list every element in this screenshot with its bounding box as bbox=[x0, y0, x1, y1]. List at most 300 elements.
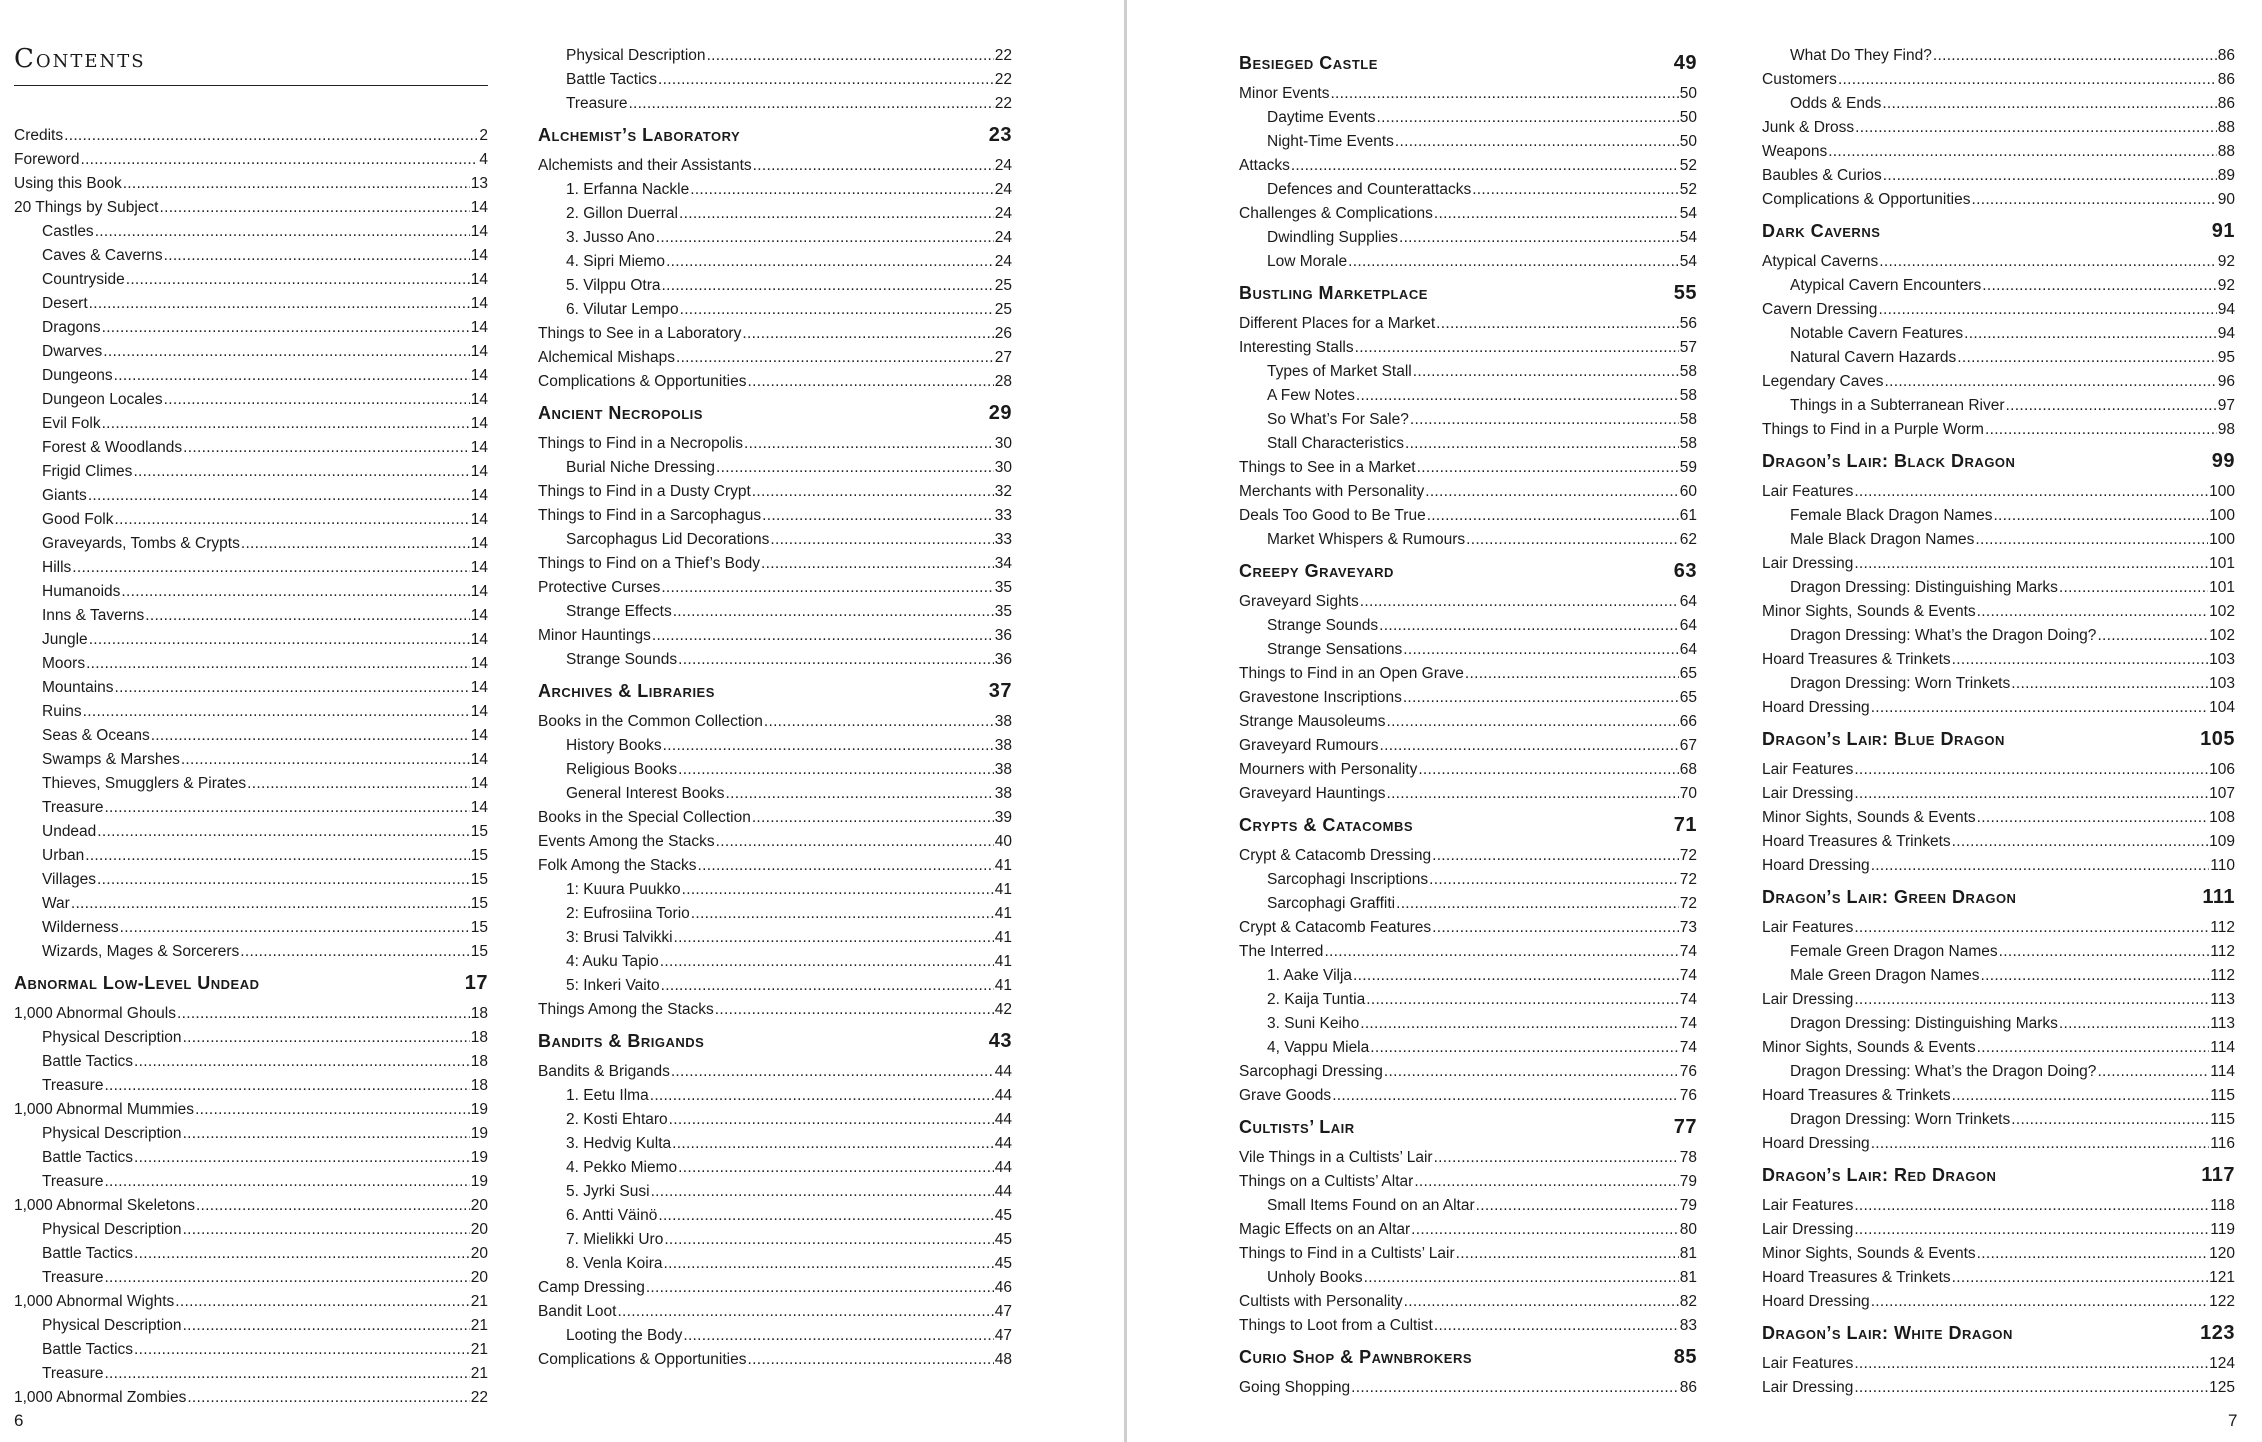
toc-page-number: 97 bbox=[2217, 397, 2235, 414]
toc-entry[interactable] bbox=[1762, 1376, 2235, 1400]
toc-entry[interactable] bbox=[1762, 140, 2235, 164]
toc-subentry[interactable] bbox=[1239, 1012, 1697, 1036]
toc-entry-label: Caves & Caverns bbox=[42, 247, 163, 264]
toc-section-heading[interactable] bbox=[14, 964, 488, 1002]
toc-entry[interactable] bbox=[14, 1290, 488, 1314]
toc-subentry[interactable] bbox=[1762, 576, 2235, 600]
toc-entry[interactable] bbox=[1239, 504, 1697, 528]
toc-section-heading[interactable] bbox=[1239, 1338, 1697, 1376]
toc-entry-label: Hoard Treasures & Trinkets bbox=[1762, 833, 1951, 850]
toc-entry[interactable] bbox=[1762, 988, 2235, 1012]
toc-entry[interactable] bbox=[1239, 312, 1697, 336]
dot-leader bbox=[671, 1060, 994, 1084]
toc-entry[interactable] bbox=[1239, 940, 1697, 964]
toc-entry[interactable] bbox=[1239, 82, 1697, 106]
toc-subentry[interactable] bbox=[538, 758, 1012, 782]
toc-page-number: 80 bbox=[1679, 1221, 1697, 1238]
dot-leader bbox=[676, 346, 994, 370]
toc-entry[interactable] bbox=[538, 504, 1012, 528]
dot-leader bbox=[661, 576, 993, 600]
toc-subentry[interactable] bbox=[14, 1218, 488, 1242]
toc-subentry[interactable] bbox=[14, 244, 488, 268]
toc-subentry[interactable] bbox=[538, 950, 1012, 974]
toc-subentry[interactable] bbox=[14, 772, 488, 796]
toc-entry[interactable] bbox=[1239, 662, 1697, 686]
dot-leader bbox=[1977, 806, 2208, 830]
toc-entry[interactable] bbox=[1239, 456, 1697, 480]
toc-entry[interactable] bbox=[1762, 782, 2235, 806]
toc-entry[interactable] bbox=[1239, 590, 1697, 614]
toc-entry[interactable] bbox=[14, 172, 488, 196]
toc-entry[interactable] bbox=[1239, 1314, 1697, 1338]
toc-subentry[interactable] bbox=[538, 1180, 1012, 1204]
toc-entry[interactable] bbox=[1239, 844, 1697, 868]
toc-entry[interactable] bbox=[14, 1098, 488, 1122]
toc-subentry[interactable] bbox=[14, 844, 488, 868]
toc-subentry[interactable] bbox=[538, 878, 1012, 902]
toc-subentry[interactable] bbox=[1762, 346, 2235, 370]
toc-entry[interactable] bbox=[538, 322, 1012, 346]
toc-entry[interactable] bbox=[1239, 782, 1697, 806]
toc-entry[interactable] bbox=[1762, 648, 2235, 672]
toc-entry-label: Dragon Dressing: Worn Trinkets bbox=[1790, 675, 2011, 692]
dot-leader bbox=[1348, 250, 1679, 274]
toc-subentry[interactable] bbox=[538, 178, 1012, 202]
toc-subentry[interactable] bbox=[538, 44, 1012, 68]
toc-subentry[interactable] bbox=[1239, 1266, 1697, 1290]
toc-subentry[interactable] bbox=[1239, 614, 1697, 638]
toc-entry[interactable] bbox=[538, 1060, 1012, 1084]
toc-entry-label: Hoard Treasures & Trinkets bbox=[1762, 1269, 1951, 1286]
toc-entry[interactable] bbox=[14, 1194, 488, 1218]
toc-entry[interactable] bbox=[1762, 1242, 2235, 1266]
toc-subentry[interactable] bbox=[1239, 892, 1697, 916]
toc-subentry[interactable] bbox=[538, 226, 1012, 250]
toc-page-number: 71 bbox=[1673, 813, 1697, 836]
toc-entry[interactable] bbox=[1239, 1242, 1697, 1266]
toc-page-number: 99 bbox=[2211, 449, 2235, 472]
toc-entry[interactable] bbox=[1239, 734, 1697, 758]
toc-entry[interactable] bbox=[538, 830, 1012, 854]
toc-entry[interactable] bbox=[1762, 116, 2235, 140]
toc-subentry[interactable] bbox=[538, 202, 1012, 226]
toc-entry[interactable] bbox=[538, 1348, 1012, 1372]
toc-subentry[interactable] bbox=[1239, 964, 1697, 988]
toc-subentry[interactable] bbox=[1762, 1060, 2235, 1084]
toc-page-number: 33 bbox=[994, 531, 1012, 548]
toc-entry[interactable] bbox=[1762, 1352, 2235, 1376]
toc-entry[interactable] bbox=[1762, 916, 2235, 940]
dot-leader bbox=[679, 202, 994, 226]
dot-leader bbox=[678, 1156, 994, 1180]
toc-subentry[interactable] bbox=[14, 508, 488, 532]
toc-subentry[interactable] bbox=[538, 528, 1012, 552]
toc-page-number: 70 bbox=[1679, 785, 1697, 802]
toc-entry-label: Types of Market Stall bbox=[1267, 363, 1412, 380]
dot-leader bbox=[83, 700, 470, 724]
toc-entry[interactable] bbox=[1762, 1194, 2235, 1218]
toc-subentry[interactable] bbox=[1239, 226, 1697, 250]
toc-page-number: 32 bbox=[994, 483, 1012, 500]
toc-page-number: 36 bbox=[994, 651, 1012, 668]
toc-subentry[interactable] bbox=[538, 1324, 1012, 1348]
toc-entry[interactable] bbox=[1239, 710, 1697, 734]
toc-page-number: 25 bbox=[994, 301, 1012, 318]
dot-leader bbox=[674, 926, 994, 950]
toc-subentry[interactable] bbox=[14, 220, 488, 244]
toc-subentry[interactable] bbox=[538, 68, 1012, 92]
toc-entry[interactable] bbox=[1762, 1084, 2235, 1108]
toc-subentry[interactable] bbox=[538, 926, 1012, 950]
toc-subentry[interactable] bbox=[1762, 1012, 2235, 1036]
toc-entry-label: Going Shopping bbox=[1239, 1379, 1351, 1396]
toc-entry[interactable] bbox=[1762, 1036, 2235, 1060]
toc-page-number: 15 bbox=[470, 943, 488, 960]
toc-entry-label: Battle Tactics bbox=[42, 1053, 134, 1070]
toc-section-heading[interactable] bbox=[538, 394, 1012, 432]
toc-page-number: 102 bbox=[2209, 627, 2235, 644]
toc-entry[interactable] bbox=[1762, 188, 2235, 212]
toc-section-heading[interactable] bbox=[1239, 552, 1697, 590]
toc-entry[interactable] bbox=[538, 1300, 1012, 1324]
toc-entry[interactable] bbox=[1762, 1290, 2235, 1314]
toc-entry-label: Dragon Dressing: What’s the Dragon Doing? bbox=[1790, 627, 2097, 644]
toc-page-number: 78 bbox=[1679, 1149, 1697, 1166]
toc-subentry[interactable] bbox=[538, 600, 1012, 624]
toc-entry-label: 1. Eetu Ilma bbox=[566, 1087, 649, 1104]
toc-subentry[interactable] bbox=[14, 1050, 488, 1074]
toc-subentry[interactable] bbox=[14, 364, 488, 388]
toc-subentry[interactable] bbox=[14, 436, 488, 460]
toc-entry[interactable] bbox=[538, 710, 1012, 734]
toc-entry[interactable] bbox=[1762, 298, 2235, 322]
toc-subentry[interactable] bbox=[14, 820, 488, 844]
toc-entry-label: Alchemist’s Laboratory bbox=[538, 124, 741, 145]
toc-subentry[interactable] bbox=[14, 268, 488, 292]
toc-page-number: 52 bbox=[1679, 181, 1697, 198]
toc-subentry[interactable] bbox=[14, 556, 488, 580]
toc-section-heading[interactable] bbox=[538, 116, 1012, 154]
toc-subentry[interactable] bbox=[14, 1074, 488, 1098]
toc-subentry[interactable] bbox=[14, 940, 488, 964]
toc-entry[interactable] bbox=[1239, 202, 1697, 226]
dot-leader bbox=[1854, 916, 2209, 940]
toc-subentry[interactable] bbox=[14, 532, 488, 556]
toc-entry[interactable] bbox=[1239, 758, 1697, 782]
toc-entry[interactable] bbox=[14, 148, 488, 172]
toc-subentry[interactable] bbox=[1239, 988, 1697, 1012]
toc-entry-label: Things to Find in a Cultists’ Lair bbox=[1239, 1245, 1455, 1262]
toc-entry[interactable] bbox=[14, 196, 488, 220]
toc-entry[interactable] bbox=[538, 998, 1012, 1022]
toc-entry[interactable] bbox=[1239, 686, 1697, 710]
toc-section-heading[interactable] bbox=[1762, 1314, 2235, 1352]
toc-subentry[interactable] bbox=[538, 1252, 1012, 1276]
toc-subentry[interactable] bbox=[14, 388, 488, 412]
dot-leader bbox=[89, 628, 470, 652]
toc-entry[interactable] bbox=[1239, 154, 1697, 178]
toc-entry[interactable] bbox=[538, 552, 1012, 576]
toc-subentry[interactable] bbox=[14, 652, 488, 676]
toc-section-heading[interactable] bbox=[1762, 442, 2235, 480]
toc-page-number: 44 bbox=[994, 1159, 1012, 1176]
toc-page-number: 72 bbox=[1679, 871, 1697, 888]
toc-subentry[interactable] bbox=[1762, 1108, 2235, 1132]
toc-subentry[interactable] bbox=[538, 734, 1012, 758]
dot-leader bbox=[134, 1242, 470, 1266]
toc-subentry[interactable] bbox=[14, 292, 488, 316]
toc-subentry[interactable] bbox=[14, 916, 488, 940]
toc-entry[interactable] bbox=[538, 576, 1012, 600]
toc-page-number: 15 bbox=[470, 919, 488, 936]
toc-page-number: 14 bbox=[470, 487, 488, 504]
dot-leader bbox=[1356, 384, 1679, 408]
toc-entry-label: History Books bbox=[566, 737, 662, 754]
toc-subentry[interactable] bbox=[1239, 1036, 1697, 1060]
toc-entry-label: Alchemical Mishaps bbox=[538, 349, 675, 366]
toc-page-number: 107 bbox=[2209, 785, 2235, 802]
toc-subentry[interactable] bbox=[14, 412, 488, 436]
dot-leader bbox=[114, 364, 470, 388]
toc-page-number: 88 bbox=[2217, 119, 2235, 136]
toc-entry[interactable] bbox=[1762, 1266, 2235, 1290]
toc-subentry[interactable] bbox=[1239, 384, 1697, 408]
toc-subentry[interactable] bbox=[1762, 624, 2235, 648]
toc-entry[interactable] bbox=[1239, 1376, 1697, 1400]
toc-entry-label: 2. Kosti Ehtaro bbox=[566, 1111, 668, 1128]
toc-entry[interactable] bbox=[538, 806, 1012, 830]
dot-leader bbox=[1403, 686, 1679, 710]
toc-subentry[interactable] bbox=[14, 316, 488, 340]
toc-entry[interactable] bbox=[1762, 854, 2235, 878]
toc-entry[interactable] bbox=[1762, 1132, 2235, 1156]
toc-entry[interactable] bbox=[538, 432, 1012, 456]
toc-subentry[interactable] bbox=[1239, 360, 1697, 384]
toc-page-number: 76 bbox=[1679, 1087, 1697, 1104]
toc-subentry[interactable] bbox=[538, 648, 1012, 672]
toc-entry[interactable] bbox=[14, 124, 488, 148]
toc-page-number: 85 bbox=[1673, 1345, 1697, 1368]
toc-entry[interactable] bbox=[1239, 1290, 1697, 1314]
toc-page-number: 65 bbox=[1679, 689, 1697, 706]
toc-subentry[interactable] bbox=[14, 340, 488, 364]
toc-entry[interactable] bbox=[538, 854, 1012, 878]
toc-subentry[interactable] bbox=[14, 1170, 488, 1194]
toc-entry[interactable] bbox=[1762, 806, 2235, 830]
toc-entry[interactable] bbox=[1762, 1218, 2235, 1242]
toc-entry-label: Mourners with Personality bbox=[1239, 761, 1418, 778]
toc-page-number: 18 bbox=[470, 1053, 488, 1070]
toc-subentry[interactable] bbox=[1762, 964, 2235, 988]
book-spine bbox=[1124, 0, 1127, 1442]
toc-subentry[interactable] bbox=[538, 1156, 1012, 1180]
toc-entry-label: Things on a Cultists’ Altar bbox=[1239, 1173, 1414, 1190]
toc-subentry[interactable] bbox=[14, 892, 488, 916]
toc-page-number: 19 bbox=[470, 1125, 488, 1142]
toc-entry[interactable] bbox=[1762, 696, 2235, 720]
toc-subentry[interactable] bbox=[1239, 638, 1697, 662]
toc-subentry[interactable] bbox=[1762, 322, 2235, 346]
toc-entry[interactable] bbox=[1239, 1170, 1697, 1194]
toc-subentry[interactable] bbox=[14, 1338, 488, 1362]
toc-subentry[interactable] bbox=[1762, 394, 2235, 418]
toc-entry[interactable] bbox=[14, 1002, 488, 1026]
toc-subentry[interactable] bbox=[14, 676, 488, 700]
toc-entry[interactable] bbox=[538, 154, 1012, 178]
toc-page-number: 14 bbox=[470, 223, 488, 240]
toc-entry[interactable] bbox=[1239, 1146, 1697, 1170]
toc-section-heading[interactable] bbox=[1239, 806, 1697, 844]
toc-subentry[interactable] bbox=[14, 700, 488, 724]
toc-page-number: 21 bbox=[470, 1341, 488, 1358]
toc-subentry[interactable] bbox=[1239, 250, 1697, 274]
toc-entry[interactable] bbox=[538, 624, 1012, 648]
toc-entry-label: Graveyard Hauntings bbox=[1239, 785, 1386, 802]
toc-subentry[interactable] bbox=[538, 1084, 1012, 1108]
toc-subentry[interactable] bbox=[538, 1204, 1012, 1228]
toc-subentry[interactable] bbox=[14, 1122, 488, 1146]
toc-subentry[interactable] bbox=[14, 1146, 488, 1170]
toc-subentry[interactable] bbox=[14, 580, 488, 604]
toc-entry[interactable] bbox=[538, 370, 1012, 394]
toc-subentry[interactable] bbox=[14, 1242, 488, 1266]
toc-subentry[interactable] bbox=[538, 1132, 1012, 1156]
toc-subentry[interactable] bbox=[14, 724, 488, 748]
dot-leader bbox=[145, 604, 470, 628]
dot-leader bbox=[1838, 68, 2217, 92]
toc-entry-label: Hoard Dressing bbox=[1762, 699, 1870, 716]
toc-entry[interactable] bbox=[1239, 1060, 1697, 1084]
dot-leader bbox=[1883, 164, 2217, 188]
toc-section-heading[interactable] bbox=[1239, 274, 1697, 312]
toc-entry[interactable] bbox=[1762, 480, 2235, 504]
toc-entry[interactable] bbox=[1762, 418, 2235, 442]
toc-entry[interactable] bbox=[1762, 164, 2235, 188]
toc-entry-label: Frigid Climes bbox=[42, 463, 133, 480]
toc-subentry[interactable] bbox=[1762, 44, 2235, 68]
toc-subentry[interactable] bbox=[14, 604, 488, 628]
toc-entry[interactable] bbox=[1239, 1218, 1697, 1242]
toc-subentry[interactable] bbox=[1239, 106, 1697, 130]
toc-entry-label: Dwarves bbox=[42, 343, 103, 360]
toc-entry[interactable] bbox=[1762, 600, 2235, 624]
toc-page-number: 49 bbox=[1673, 51, 1697, 74]
dot-leader bbox=[1854, 988, 2209, 1012]
toc-entry[interactable] bbox=[1762, 830, 2235, 854]
toc-page-number: 22 bbox=[470, 1389, 488, 1406]
toc-subentry[interactable] bbox=[538, 274, 1012, 298]
toc-entry[interactable] bbox=[1762, 552, 2235, 576]
toc-entry-label: 4: Auku Tapio bbox=[566, 953, 659, 970]
toc-entry[interactable] bbox=[1762, 758, 2235, 782]
toc-entry[interactable] bbox=[1762, 250, 2235, 274]
toc-entry-label: Things to Find in a Dusty Crypt bbox=[538, 483, 751, 500]
toc-subentry[interactable] bbox=[538, 1108, 1012, 1132]
toc-subentry[interactable] bbox=[14, 1362, 488, 1386]
toc-subentry[interactable] bbox=[1762, 672, 2235, 696]
toc-page-number: 24 bbox=[994, 205, 1012, 222]
dot-leader bbox=[669, 1108, 994, 1132]
toc-entry-label: Swamps & Marshes bbox=[42, 751, 180, 768]
dot-leader bbox=[1353, 964, 1679, 988]
toc-entry[interactable] bbox=[1239, 480, 1697, 504]
toc-subentry[interactable] bbox=[14, 796, 488, 820]
toc-subentry[interactable] bbox=[1762, 504, 2235, 528]
toc-section-heading[interactable] bbox=[1762, 1156, 2235, 1194]
toc-subentry[interactable] bbox=[1762, 92, 2235, 116]
toc-subentry[interactable] bbox=[14, 868, 488, 892]
toc-subentry[interactable] bbox=[538, 782, 1012, 806]
toc-subentry[interactable] bbox=[14, 1266, 488, 1290]
toc-entry-label: Strange Effects bbox=[566, 603, 672, 620]
dot-leader bbox=[1432, 844, 1679, 868]
toc-subentry[interactable] bbox=[1239, 408, 1697, 432]
toc-entry[interactable] bbox=[14, 1386, 488, 1410]
toc-entry[interactable] bbox=[538, 480, 1012, 504]
toc-subentry[interactable] bbox=[538, 902, 1012, 926]
toc-entry[interactable] bbox=[538, 1276, 1012, 1300]
toc-subentry[interactable] bbox=[538, 456, 1012, 480]
toc-section-heading[interactable] bbox=[1239, 44, 1697, 82]
toc-subentry[interactable] bbox=[538, 974, 1012, 998]
toc-subentry[interactable] bbox=[538, 1228, 1012, 1252]
toc-section-heading[interactable] bbox=[1762, 720, 2235, 758]
toc-entry-label: Magic Effects on an Altar bbox=[1239, 1221, 1411, 1238]
toc-entry-label: Legendary Caves bbox=[1762, 373, 1884, 390]
dot-leader bbox=[1332, 1084, 1679, 1108]
toc-subentry[interactable] bbox=[1239, 868, 1697, 892]
toc-subentry[interactable] bbox=[14, 1314, 488, 1338]
toc-subentry[interactable] bbox=[1762, 940, 2235, 964]
dot-leader bbox=[1993, 504, 2208, 528]
toc-subentry[interactable] bbox=[1239, 178, 1697, 202]
toc-subentry[interactable] bbox=[538, 250, 1012, 274]
toc-subentry[interactable] bbox=[1239, 130, 1697, 154]
toc-page-number: 64 bbox=[1679, 641, 1697, 658]
toc-entry-label: Atypical Caverns bbox=[1762, 253, 1879, 270]
dot-leader bbox=[748, 370, 994, 394]
toc-subentry[interactable] bbox=[14, 1026, 488, 1050]
toc-section-heading[interactable] bbox=[1239, 1108, 1697, 1146]
toc-entry[interactable] bbox=[1762, 370, 2235, 394]
toc-section-heading[interactable] bbox=[1762, 878, 2235, 916]
toc-section-heading[interactable] bbox=[538, 1022, 1012, 1060]
toc-subentry[interactable] bbox=[1239, 432, 1697, 456]
toc-section-heading[interactable] bbox=[538, 672, 1012, 710]
toc-subentry[interactable] bbox=[538, 92, 1012, 116]
toc-section-heading[interactable] bbox=[1762, 212, 2235, 250]
toc-subentry[interactable] bbox=[1239, 528, 1697, 552]
toc-subentry[interactable] bbox=[1762, 274, 2235, 298]
toc-subentry[interactable] bbox=[538, 298, 1012, 322]
toc-entry-label: Battle Tactics bbox=[42, 1245, 134, 1262]
toc-entry[interactable] bbox=[538, 346, 1012, 370]
toc-subentry[interactable] bbox=[14, 460, 488, 484]
toc-entry[interactable] bbox=[1239, 1084, 1697, 1108]
toc-subentry[interactable] bbox=[14, 484, 488, 508]
toc-page-number: 41 bbox=[994, 953, 1012, 970]
dot-leader bbox=[690, 178, 994, 202]
toc-subentry[interactable] bbox=[14, 748, 488, 772]
toc-subentry[interactable] bbox=[1762, 528, 2235, 552]
toc-entry[interactable] bbox=[1762, 68, 2235, 92]
toc-entry[interactable] bbox=[1239, 336, 1697, 360]
toc-entry-label: Treasure bbox=[566, 95, 628, 112]
toc-page-number: 14 bbox=[470, 655, 488, 672]
toc-subentry[interactable] bbox=[14, 628, 488, 652]
toc-subentry[interactable] bbox=[1239, 1194, 1697, 1218]
toc-entry[interactable] bbox=[1239, 916, 1697, 940]
